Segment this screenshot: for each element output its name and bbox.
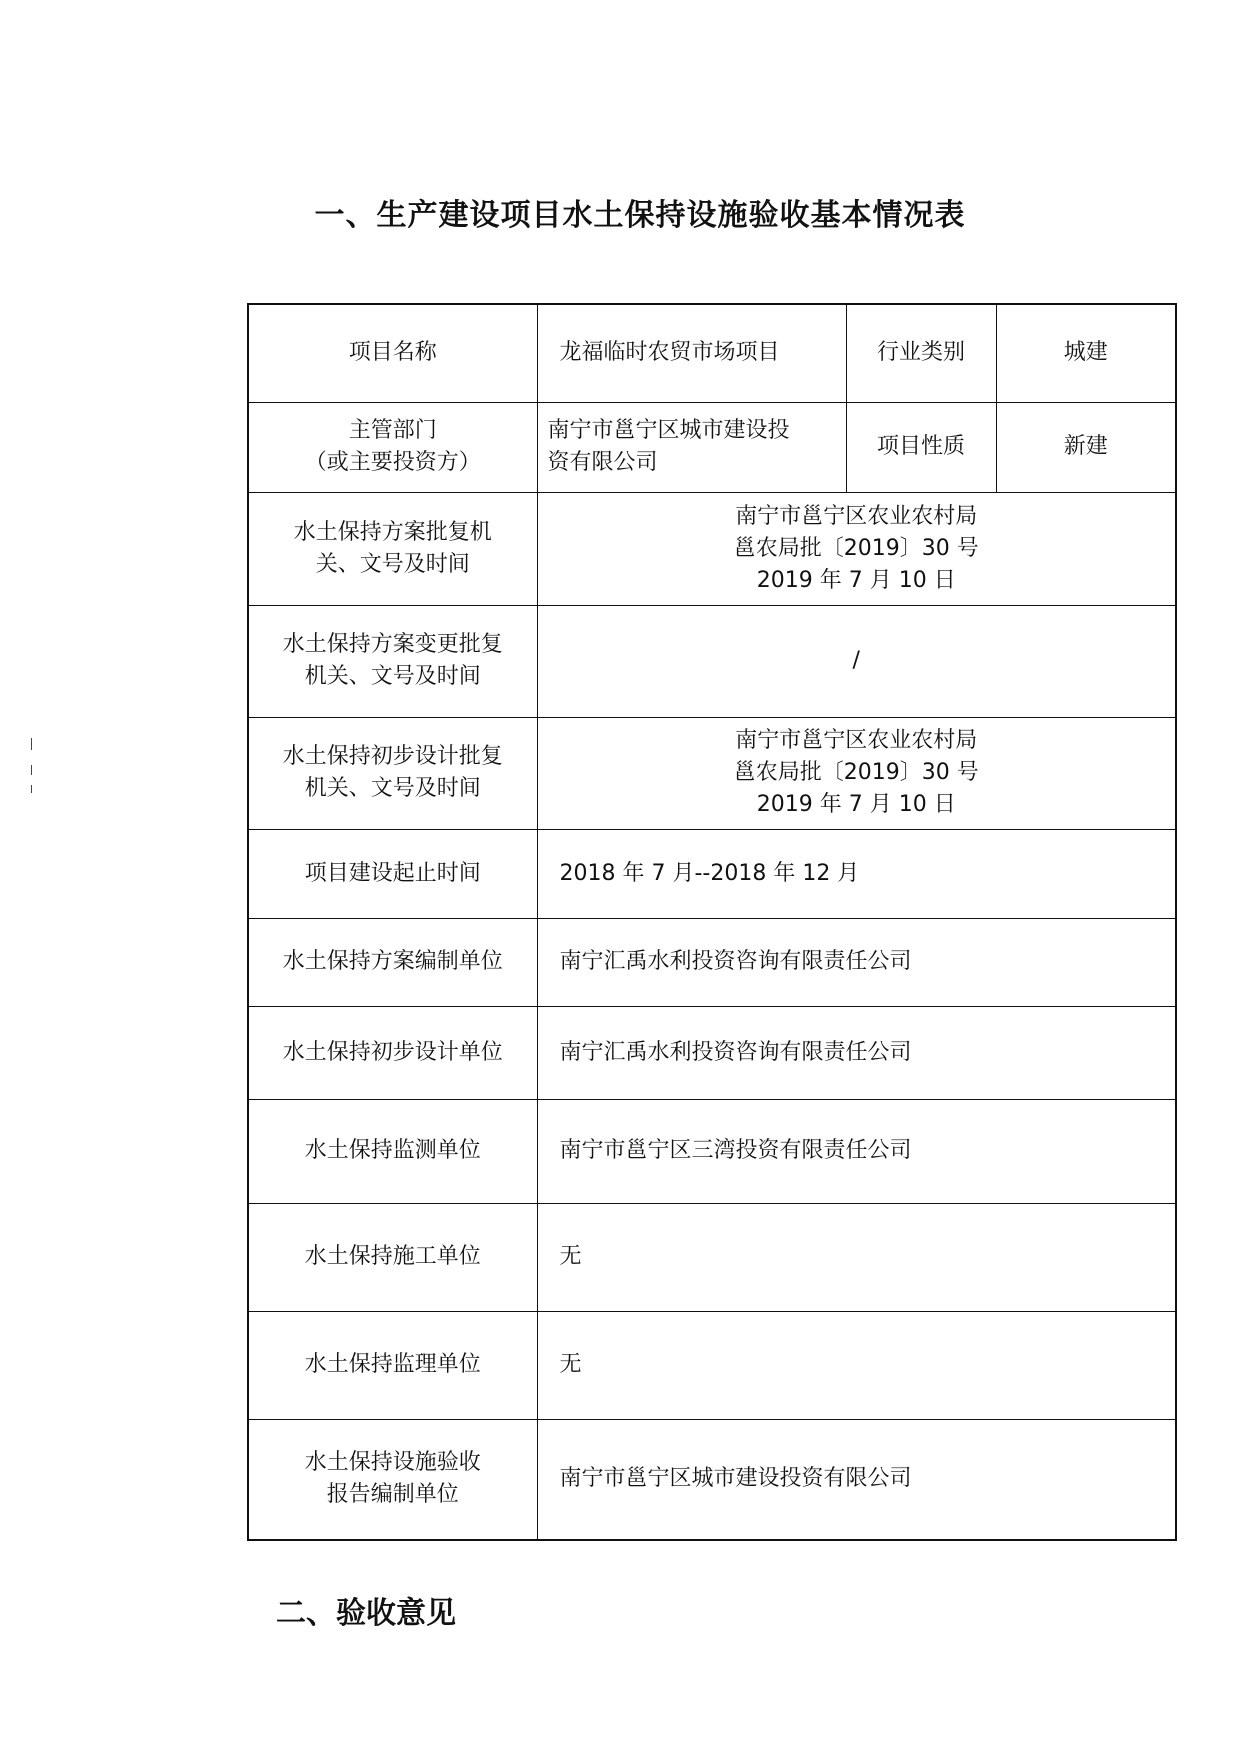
plan-change-label-line: 机关、文号及时间 — [304, 664, 481, 689]
report-unit-label-line: 水土保持设施验收 — [304, 1450, 481, 1476]
scan-artifact — [31, 738, 32, 750]
table-row — [248, 492, 1176, 605]
plan-approval-label-line: 关、文号及时间 — [315, 551, 470, 577]
table-row — [248, 402, 1176, 492]
design-approval-line: 2019 年 7 月 10 日 — [756, 792, 956, 817]
table-row — [248, 1203, 1176, 1311]
table-row — [248, 829, 1176, 918]
section-2-title: 二、验收意见 — [276, 1596, 456, 1631]
period-value: 2018 年 7 月--2018 年 12 月 — [537, 829, 1176, 918]
design-approval-line: 邕农局批〔2019〕30 号 — [733, 760, 979, 785]
plan-approval-label — [248, 492, 537, 605]
design-approval-label — [248, 717, 537, 829]
scan-artifact — [31, 785, 32, 793]
design-unit-label: 水土保持初步设计单位 — [248, 1006, 537, 1099]
project-name-label: 项目名称 — [248, 304, 537, 402]
plan-change-label — [248, 605, 537, 717]
design-approval-line: 南宁市邕宁区农业农村局 — [735, 728, 978, 753]
design-approval-value — [537, 717, 1176, 829]
plan-approval-label-line: 水土保持方案批复机 — [293, 519, 492, 545]
table-row — [248, 605, 1176, 717]
table-row — [248, 1311, 1176, 1419]
table-row — [248, 1006, 1176, 1099]
plan-approval-line: 邕农局批〔2019〕30 号 — [733, 535, 979, 561]
authority-label — [248, 402, 537, 492]
plan-approval-value — [537, 492, 1176, 605]
plan-change-label-line: 水土保持方案变更批复 — [282, 632, 503, 657]
project-name-value: 龙福临时农贸市场项目 — [537, 304, 846, 402]
table-row — [248, 918, 1176, 1006]
design-unit-value: 南宁汇禹水利投资咨询有限责任公司 — [537, 1006, 1176, 1099]
authority-value — [537, 402, 846, 492]
report-unit-value: 南宁市邕宁区城市建设投资有限公司 — [537, 1419, 1176, 1540]
nature-value: 新建 — [996, 402, 1176, 492]
table-row — [248, 1099, 1176, 1203]
monitor-unit-label: 水土保持监测单位 — [248, 1099, 537, 1203]
authority-label-line: （或主要投资方） — [304, 450, 481, 475]
authority-label-line: 主管部门 — [348, 418, 437, 443]
authority-value-line: 南宁市邕宁区城市建设投 — [547, 418, 790, 443]
table-row — [248, 1419, 1176, 1540]
plan-unit-value: 南宁汇禹水利投资咨询有限责任公司 — [537, 918, 1176, 1006]
design-approval-label-line: 水土保持初步设计批复 — [282, 744, 503, 769]
plan-change-value: / — [537, 605, 1176, 717]
plan-approval-line: 南宁市邕宁区农业农村局 — [735, 503, 978, 529]
acceptance-info-table — [247, 303, 1177, 1541]
scan-artifact — [31, 765, 32, 775]
design-approval-label-line: 机关、文号及时间 — [304, 776, 481, 801]
supervision-unit-value: 无 — [537, 1311, 1176, 1419]
construction-unit-value: 无 — [537, 1203, 1176, 1311]
supervision-unit-label: 水土保持监理单位 — [248, 1311, 537, 1419]
industry-label: 行业类别 — [846, 304, 996, 402]
monitor-unit-value: 南宁市邕宁区三湾投资有限责任公司 — [537, 1099, 1176, 1203]
report-unit-label-line: 报告编制单位 — [326, 1482, 459, 1508]
authority-value-line: 资有限公司 — [547, 450, 658, 475]
report-unit-label — [248, 1419, 537, 1540]
page-title: 一、生产建设项目水土保持设施验收基本情况表 — [314, 198, 966, 233]
nature-label: 项目性质 — [846, 402, 996, 492]
table-row — [248, 304, 1176, 402]
construction-unit-label: 水土保持施工单位 — [248, 1203, 537, 1311]
plan-unit-label: 水土保持方案编制单位 — [248, 918, 537, 1006]
industry-value: 城建 — [996, 304, 1176, 402]
table-row — [248, 717, 1176, 829]
plan-approval-line: 2019 年 7 月 10 日 — [756, 567, 956, 593]
period-label: 项目建设起止时间 — [248, 829, 537, 918]
